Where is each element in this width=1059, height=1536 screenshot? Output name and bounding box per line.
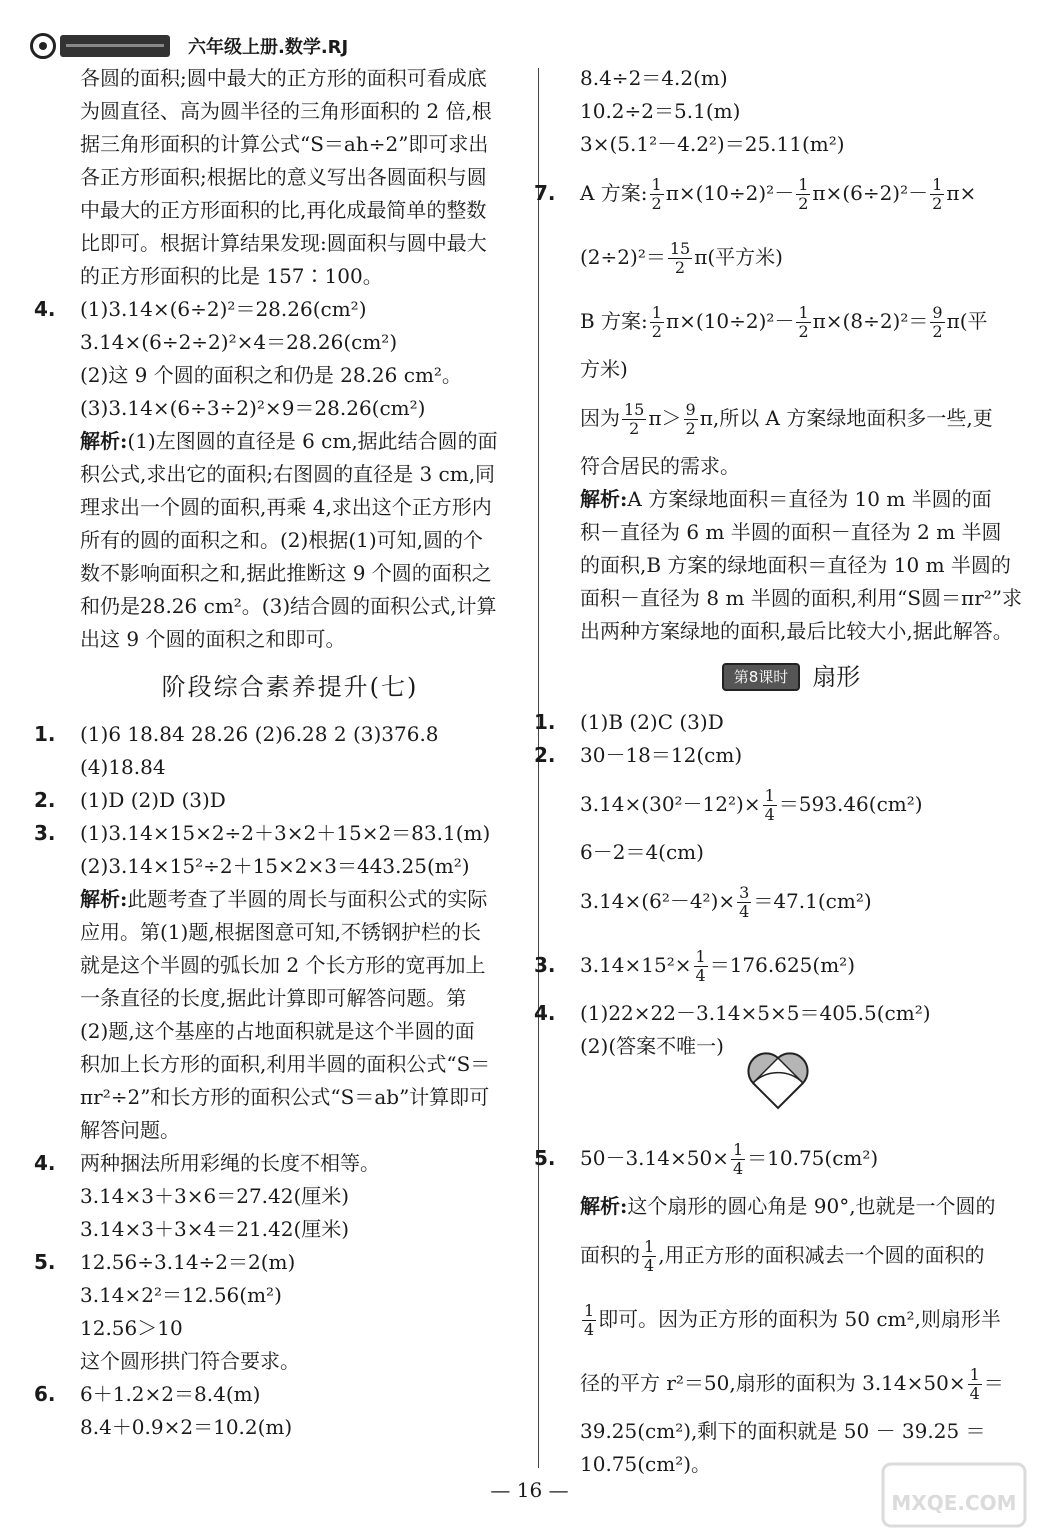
section-title: 阶段综合素养提升(七) <box>161 673 419 701</box>
analysis-text: 理求出一个圆的面积,再乘 4,求出这个正方形内 <box>80 495 492 519</box>
analysis-text: 解答问题。 <box>80 1118 180 1142</box>
plan-b-label: B 方案: <box>580 309 648 333</box>
answer-line: 3.14×(6÷2÷2)²×4＝28.26(cm²) <box>80 330 398 354</box>
analysis-text: 的面积,B 方案的绿地面积＝直径为 10 m 半圆的 <box>580 553 1011 577</box>
answer-line: (1)B (2)C (3)D <box>580 710 724 734</box>
analysis-text: 所有的圆的面积之和。(2)根据(1)可知,圆的个 <box>80 528 484 552</box>
fraction: $\frac{15}{2}$ <box>624 400 645 438</box>
question-number: 1. <box>534 710 556 734</box>
answer-line: 3×(5.1²－4.2²)＝25.11(m²) <box>580 132 845 156</box>
analysis-label: 解析: <box>80 887 128 911</box>
fraction: $\frac{1}{2}$ <box>651 175 662 213</box>
question-number: 4. <box>34 1151 56 1175</box>
formula-part: (2÷2)²＝ <box>580 245 666 269</box>
answer-line: (1)3.14×15×2÷2＋3×2＋15×2＝83.1(m) <box>80 821 491 845</box>
fraction: $\frac{1}{4}$ <box>969 1365 980 1403</box>
right-column <box>534 62 1026 1481</box>
analysis-text: 出这 9 个圆的面积之和即可。 <box>80 627 346 651</box>
analysis-text: πr²÷2”和长方形的面积公式“S＝ab”计算即可 <box>80 1085 490 1109</box>
fraction: $\frac{1}{2}$ <box>798 303 809 341</box>
analysis-text: (2)题,这个基座的占地面积就是这个半圆的面 <box>80 1019 475 1043</box>
answer-line: (1)6 18.84 28.26 (2)6.28 2 (3)376.8 <box>80 722 439 746</box>
formula-part: ＝10.75(cm²) <box>747 1146 879 1170</box>
analysis-label: 解析: <box>580 1194 628 1218</box>
formula-part: π(平方米) <box>694 245 783 269</box>
answer-line: (1)22×22－3.14×5×5＝405.5(cm²) <box>580 1001 931 1025</box>
analysis-text: 39.25(cm²),剩下的面积就是 50 － 39.25 ＝ <box>580 1419 986 1443</box>
answer-line: 3.14×3＋3×4＝21.42(厘米) <box>80 1217 350 1241</box>
answer-line: 两种捆法所用彩绳的长度不相等。 <box>80 1151 380 1175</box>
question-number: 7. <box>534 181 556 205</box>
answer-line: (4)18.84 <box>80 755 166 779</box>
fraction: $\frac{9}{2}$ <box>685 400 696 438</box>
analysis-text: 10.75(cm²)。 <box>580 1452 712 1476</box>
answer-line: (2)这 9 个圆的面积之和仍是 28.26 cm²。 <box>80 363 462 387</box>
question-number: 3. <box>534 953 556 977</box>
question-number: 1. <box>34 722 56 746</box>
heart-answer <box>556 1030 1026 1126</box>
answer-line: 10.2÷2＝5.1(m) <box>580 99 741 123</box>
fraction: $\frac{1}{2}$ <box>932 175 943 213</box>
logo-ring-icon <box>30 33 56 59</box>
formula-part: 3.14×(30²－12²)× <box>580 792 761 816</box>
text-line: 各圆的面积;圆中最大的正方形的面积可看成底 <box>80 66 487 90</box>
answer-line: 6＋1.2×2＝8.4(m) <box>80 1382 261 1406</box>
analysis-text: 应用。第(1)题,根据图意可知,不锈钢护栏的长 <box>80 920 482 944</box>
section-answers <box>34 718 524 1444</box>
question-number: 6. <box>34 1382 56 1406</box>
logo-banner <box>60 35 170 57</box>
heart-figure <box>728 1036 828 1126</box>
fraction: $\frac{1}{4}$ <box>584 1301 595 1339</box>
question-7 <box>534 161 1026 648</box>
analysis-text: 出两种方案绿地的面积,最后比较大小,据此解答。 <box>580 619 1013 643</box>
fraction: $\frac{1}{2}$ <box>798 175 809 213</box>
analysis-text: 这个扇形的圆心角是 90°,也就是一个圆的 <box>627 1194 996 1218</box>
formula-part: π(平 <box>946 309 988 333</box>
analysis-text: 数不影响面积之和,据此推断这 9 个圆的面积之 <box>80 561 492 585</box>
analysis-text: (1)左图圆的直径是 6 cm,据此结合圆的面 <box>127 429 498 453</box>
answer-line: (2)3.14×15²÷2＋15×2×3＝443.25(m²) <box>80 854 470 878</box>
brand-logo <box>30 31 180 61</box>
continued-analysis <box>56 62 524 293</box>
analysis-text: 积加上长方形的面积,利用半圆的面积公式“S＝ <box>80 1052 491 1076</box>
lesson-badge: 第8课时 <box>722 663 801 691</box>
formula-part: 3.14×(6²－4²)× <box>580 889 736 913</box>
left-column <box>34 62 524 1444</box>
formula-part: ＝593.46(cm²) <box>778 792 923 816</box>
analysis-text: 即可。因为正方形的面积为 50 cm²,则扇形半 <box>598 1307 1001 1331</box>
formula-part: 3.14×15²× <box>580 953 692 977</box>
book-subject: 六年级上册.数学.RJ <box>188 37 349 58</box>
analysis-text: 积公式,求出它的面积;右图圆的直径是 3 cm,同 <box>80 462 496 486</box>
analysis-text: 面积－直径为 8 m 半圆的面积,利用“S圆＝πr²”求 <box>580 586 1022 610</box>
question-4 <box>34 293 524 656</box>
analysis-text: 和仍是28.26 cm²。(3)结合圆的面积公式,计算 <box>80 594 497 618</box>
formula-part: π× <box>946 181 977 205</box>
answer-line: (1)3.14×(6÷2)²＝28.26(cm²) <box>80 297 367 321</box>
text-line: 各正方形面积;根据比的意义写出各圆面积与圆 <box>80 165 487 189</box>
formula-part: π×(10÷2)²－ <box>665 309 795 333</box>
lesson-heading <box>556 648 1026 706</box>
text-line: 中最大的正方形面积的比,再化成最简单的整数 <box>80 198 487 222</box>
fraction: $\frac{1}{2}$ <box>651 303 662 341</box>
text-line: 比即可。根据计算结果发现:圆面积与圆中最大 <box>80 231 487 255</box>
formula-part: ＝176.625(m²) <box>709 953 855 977</box>
formula-part: π＞ <box>648 406 682 430</box>
question-number: 5. <box>34 1250 56 1274</box>
question-number: 2. <box>34 788 56 812</box>
answer-line: 这个圆形拱门符合要求。 <box>80 1349 300 1373</box>
analysis-text: 此题考查了半圆的周长与面积公式的实际 <box>127 887 488 911</box>
formula-part: π×(8÷2)²＝ <box>812 309 929 333</box>
answer-line: 3.14×3＋3×6＝27.42(厘米) <box>80 1184 350 1208</box>
heart-right-lobe <box>778 1053 808 1083</box>
analysis-text: 面积的 <box>580 1243 640 1267</box>
formula-part: π×(10÷2)²－ <box>665 181 795 205</box>
analysis-text: 一条直径的长度,据此计算即可解答问题。第 <box>80 986 467 1010</box>
answer-line: 3.14×2²＝12.56(m²) <box>80 1283 282 1307</box>
answer-line: 符合居民的需求。 <box>580 454 740 478</box>
watermark-text: MXQE.COM <box>891 1491 1017 1515</box>
analysis-text: 积－直径为 6 m 半圆的面积－直径为 2 m 半圆 <box>580 520 1002 544</box>
heart-left-lobe <box>748 1053 778 1083</box>
fraction: $\frac{3}{4}$ <box>739 883 750 921</box>
page-number: — 16 — <box>490 1478 569 1502</box>
answer-line: 6－2＝4(cm) <box>580 840 704 864</box>
answer-line: (2)(答案不唯一) <box>580 1034 724 1058</box>
question-number: 4. <box>34 297 56 321</box>
question-number: 3. <box>34 821 56 845</box>
formula-part: ＝47.1(cm²) <box>753 889 872 913</box>
answer-line: 8.4÷2＝4.2(m) <box>580 66 728 90</box>
analysis-text: 径的平方 r²＝50,扇形的面积为 3.14×50× <box>580 1371 966 1395</box>
formula-part: π×(6÷2)²－ <box>812 181 929 205</box>
answer-line: 30－18＝12(cm) <box>580 743 743 767</box>
fraction: $\frac{1}{4}$ <box>732 1140 744 1178</box>
analysis-label: 解析: <box>580 487 628 511</box>
text-line: 为圆直径、高为圆半径的三角形面积的 2 倍,根 <box>80 99 492 123</box>
question-number: 2. <box>534 743 556 767</box>
lesson-title: 扇形 <box>812 663 861 691</box>
fraction: $\frac{1}{4}$ <box>764 786 775 824</box>
text-line: 的正方形面积的比是 157∶100。 <box>80 264 383 288</box>
answer-line: 8.4＋0.9×2＝10.2(m) <box>80 1415 293 1439</box>
analysis-text: ,用正方形的面积减去一个圆的面积的 <box>658 1243 985 1267</box>
analysis-text: ＝ <box>983 1371 1004 1395</box>
fraction: $\frac{9}{2}$ <box>932 303 943 341</box>
answer-line: (1)D (2)D (3)D <box>80 788 226 812</box>
formula-part: π,所以 A 方案绿地面积多一些,更 <box>699 406 993 430</box>
answer-line: (3)3.14×(6÷3÷2)²×9＝28.26(cm²) <box>80 396 426 420</box>
page-header <box>30 28 348 64</box>
formula-part: 50－3.14×50× <box>580 1146 729 1170</box>
text-line: 据三角形面积的计算公式“S＝ah÷2”即可求出 <box>80 132 489 156</box>
analysis-text: A 方案绿地面积＝直径为 10 m 半圆的面 <box>627 487 992 511</box>
answer-line: 12.56＞10 <box>80 1316 183 1340</box>
fraction: $\frac{1}{4}$ <box>695 947 706 985</box>
formula-part: 方米) <box>580 357 628 381</box>
plan-a-label: A 方案: <box>580 181 648 205</box>
question-number: 5. <box>534 1146 556 1170</box>
formula-part: 因为 <box>580 406 620 430</box>
analysis-text: 就是这个半圆的弧长加 2 个长方形的宽再加上 <box>80 953 486 977</box>
analysis-label: 解析: <box>80 429 128 453</box>
answer-line: 12.56÷3.14÷2＝2(m) <box>80 1250 296 1274</box>
watermark-logo <box>879 1460 1029 1530</box>
question-number: 4. <box>534 1001 556 1025</box>
fraction: $\frac{15}{2}$ <box>669 239 691 277</box>
fraction: $\frac{1}{4}$ <box>644 1237 655 1275</box>
